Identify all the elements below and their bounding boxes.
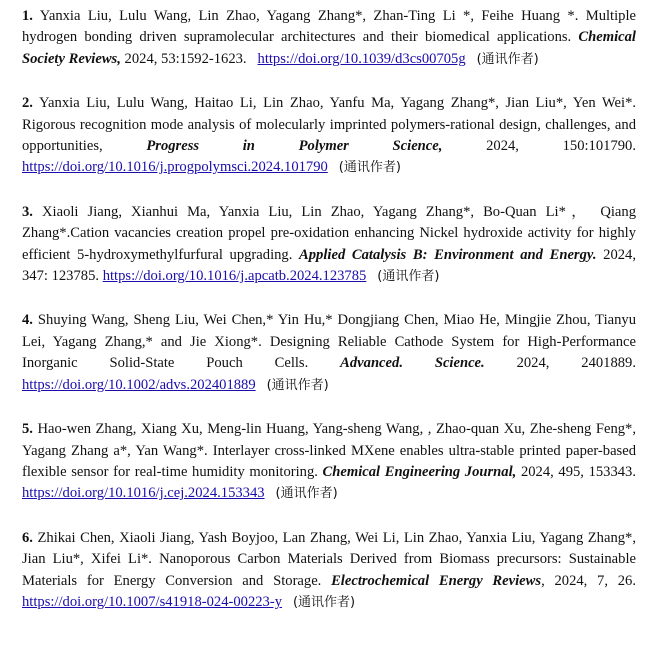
reference-journal: Chemical Engineering Journal,	[322, 463, 517, 480]
reference-details: 2024, 53:1592-1623.	[124, 50, 247, 67]
reference-number: 4.	[22, 312, 33, 329]
reference-title: Interlayer cross-linked MXene enables ultra-stable printed paper-based flexible sensor for real-time humidity monitoring.	[22, 442, 636, 480]
doi-link[interactable]: https://doi.org/10.1016/j.cej.2024.153343	[22, 485, 265, 502]
reference-number: 5.	[22, 421, 33, 438]
reference-number: 2.	[22, 95, 33, 112]
reference-authors: Yanxia Liu, Lulu Wang, Haitao Li, Lin Zhao, Yanfu Ma, Yagang Zhang*, Jian Liu*, Yen Wei*.	[38, 95, 637, 112]
reference-details: 2024, 495, 153343.	[520, 463, 636, 480]
reference-title: Cation vacancies creation propel pre-oxidation enhancing Nickel hydroxide activity for highly efficient 5-hydroxymethylfurfural upgrading.	[22, 225, 636, 263]
reference-item	[22, 528, 636, 614]
reference-item	[22, 419, 636, 505]
reference-number: 6.	[22, 529, 33, 546]
reference-journal: Progress in Polymer Science,	[146, 138, 443, 155]
reference-title: Multiple hydrogen bonding driven supramolecular architectures and their biomedical applications.	[22, 8, 636, 46]
reference-title: Nanoporous Carbon Materials Derived from Biomass precursors: Sustainable Materials for Energy Conversion and Storage.	[22, 551, 636, 589]
reference-details: 2024, 150:101790.	[486, 138, 636, 155]
reference-item	[22, 310, 636, 396]
reference-authors: Hao-wen Zhang, Xiang Xu, Meng-lin Huang, Yang-sheng Wang, , Zhao-quan Xu, Zhe-sheng Feng*, Yagang Zhang a*, Yan Wang*.	[22, 421, 636, 459]
reference-title: Rigorous recognition mode analysis of molecularly imprinted polymers-rational design, challenges, and opportunities,	[22, 116, 636, 155]
doi-link[interactable]: https://doi.org/10.1016/j.progpolymsci.2024.101790	[22, 159, 328, 176]
reference-authors: Shuying Wang, Sheng Liu, Wei Chen,* Yin Hu,* Dongjiang Chen, Miao He, Mingjie Zhou, Tianyu Lei, Yagang Zhang,* and Jie Xiong*.	[22, 312, 636, 350]
doi-link[interactable]: https://doi.org/10.1039/d3cs00705g	[257, 50, 466, 67]
corresponding-author-note: (通讯作者)	[292, 594, 356, 610]
corresponding-author-note: (通讯作者)	[476, 51, 539, 67]
reference-details: , 2024, 7, 26.	[541, 572, 636, 589]
reference-number: 3.	[22, 203, 33, 220]
reference-journal: Chemical Society Reviews,	[22, 29, 636, 67]
reference-item	[22, 202, 636, 288]
corresponding-author-note: (通讯作者)	[338, 160, 401, 176]
reference-item	[22, 93, 636, 179]
reference-item	[22, 6, 636, 70]
reference-details: 2024, 2401889.	[516, 355, 636, 372]
reference-details: 2024, 347: 123785.	[22, 246, 636, 285]
corresponding-author-note: (通讯作者)	[377, 269, 440, 285]
reference-authors: Zhikai Chen, Xiaoli Jiang, Yash Boyjoo, Lan Zhang, Wei Li, Lin Zhao, Yanxia Liu, Yagang Zhang*, Jian Liu*, Xifei Li*.	[22, 529, 636, 568]
doi-link[interactable]: https://doi.org/10.1002/advs.202401889	[22, 376, 256, 393]
reference-journal: Applied Catalysis B: Environment and Energy.	[299, 246, 597, 263]
reference-authors: Xiaoli Jiang, Xianhui Ma, Yanxia Liu, Lin Zhao, Yagang Zhang*, Bo-Quan Li*， Qiang Zhang*.	[22, 203, 636, 242]
reference-journal: Electrochemical Energy Reviews	[331, 572, 542, 589]
reference-authors: Yanxia Liu, Lulu Wang, Lin Zhao, Yagang Zhang*, Zhan-Ting Li *, Feihe Huang *.	[39, 8, 579, 24]
reference-title: Designing Reliable Cathode System for High-Performance Inorganic Solid-State Pouch Cells.	[22, 333, 636, 372]
corresponding-author-note: (通讯作者)	[266, 377, 329, 393]
corresponding-author-note: (通讯作者)	[275, 486, 338, 502]
doi-link[interactable]: https://doi.org/10.1007/s41918-024-00223-y	[22, 593, 282, 610]
doi-link[interactable]: https://doi.org/10.1016/j.apcatb.2024.123785	[102, 268, 367, 285]
reference-journal: Advanced. Science.	[340, 355, 485, 372]
reference-number: 1.	[22, 8, 33, 24]
